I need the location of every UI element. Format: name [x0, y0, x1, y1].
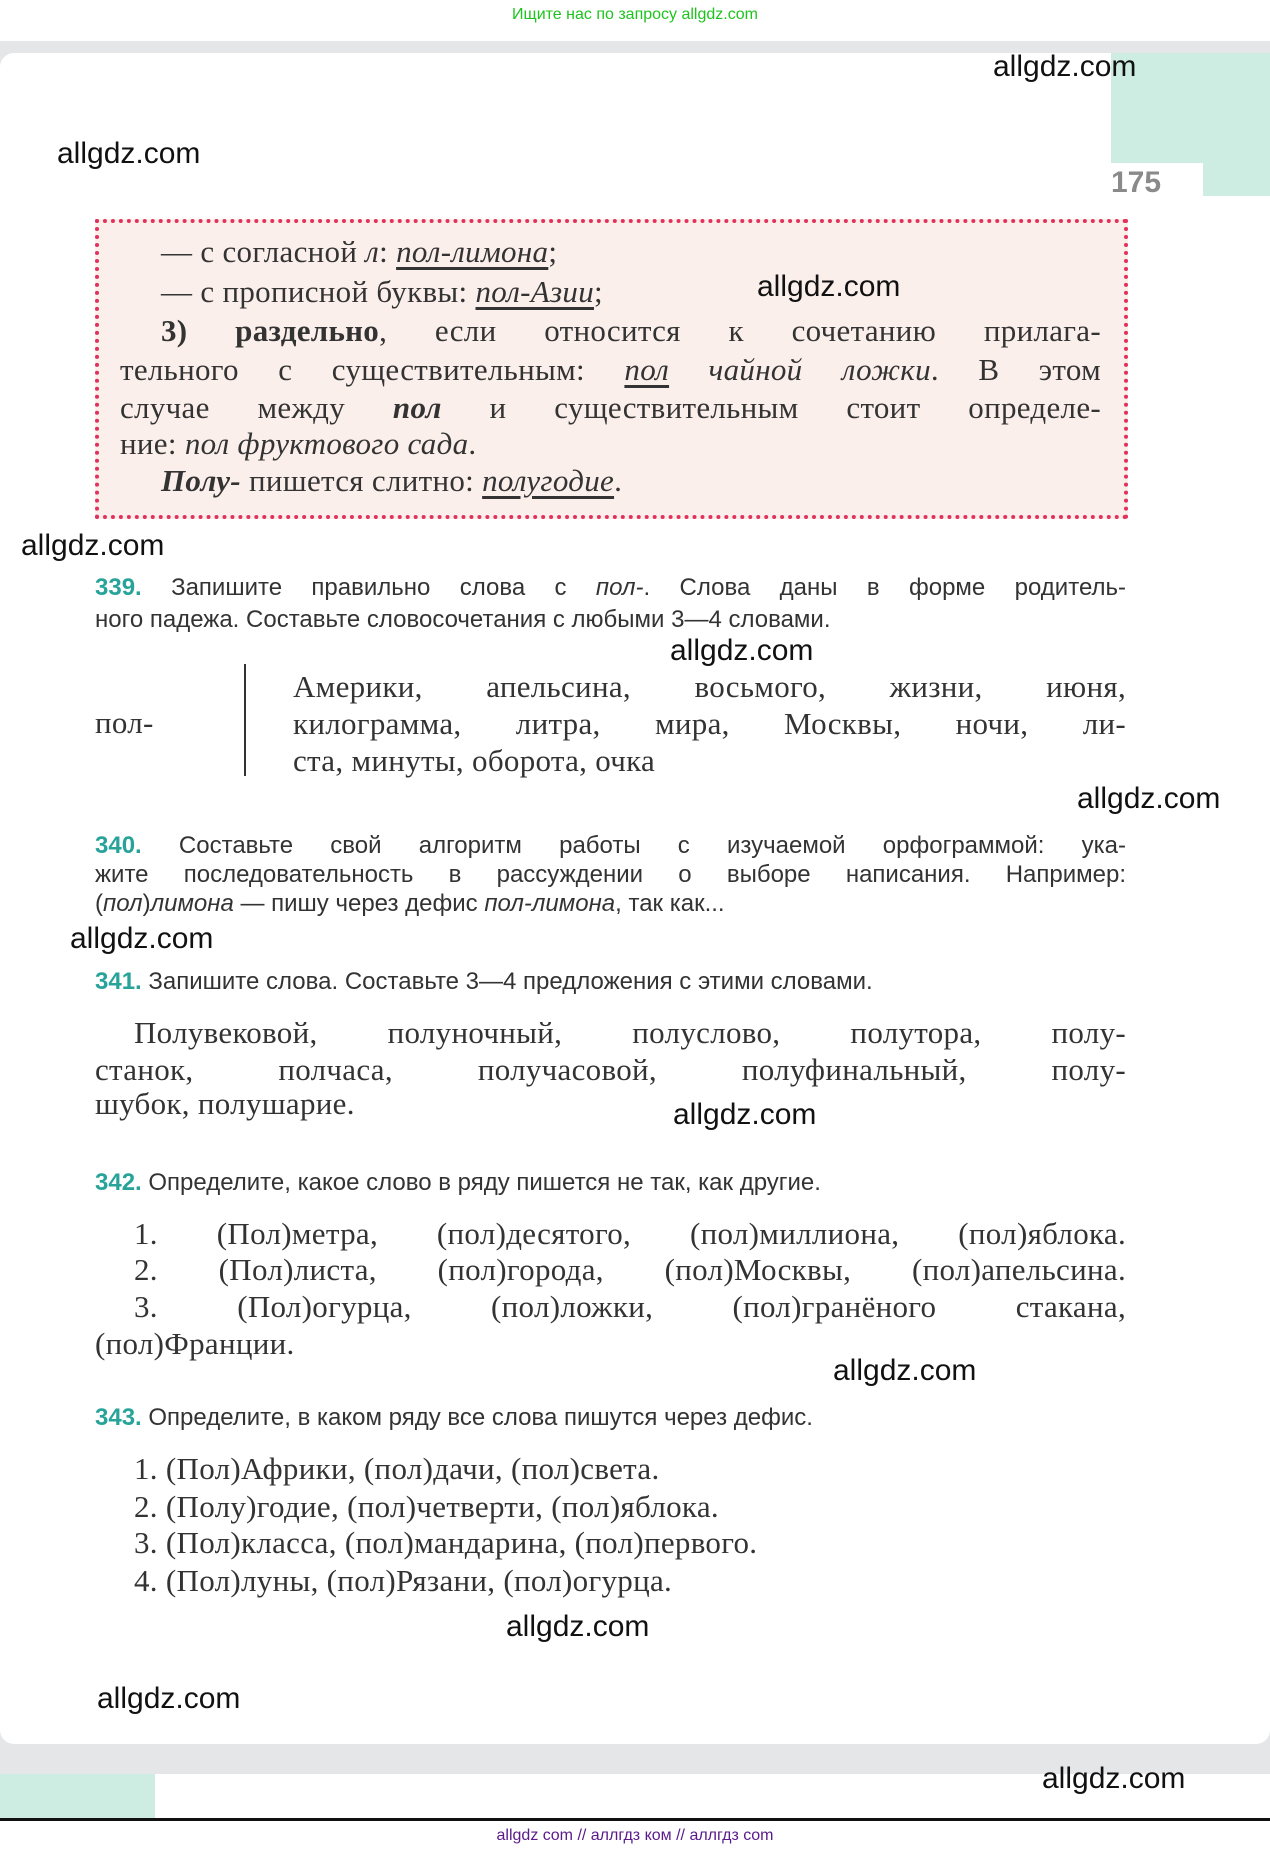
- rule-line: [161, 312, 1101, 350]
- rule-line: [120, 425, 476, 463]
- text-segment: пол-: [595, 574, 644, 601]
- text-segment: 2. (Пол)листа, (пол)города, (пол)Москвы, (пол)апельсина.: [134, 1252, 1126, 1287]
- exercise-341-task: [95, 966, 873, 998]
- text-segment: пол фруктового сада: [184, 426, 469, 461]
- text-segment: — пишу через дефис: [233, 890, 485, 917]
- text-segment: л: [365, 234, 380, 269]
- text-segment: пол-Азии: [475, 274, 594, 309]
- list-item: [134, 1288, 1126, 1326]
- list-item: [134, 1251, 1126, 1289]
- text-segment: . В этом: [930, 352, 1101, 387]
- text-segment: 2. (Полу)годие, (пол)четверти, (пол)яблока.: [134, 1489, 719, 1524]
- watermark: allgdz.com: [757, 270, 901, 303]
- rule-line: [120, 351, 1101, 389]
- text-segment: . Слова даны в форме родитель-: [643, 574, 1126, 601]
- text-segment: пишется слитно:: [240, 463, 483, 498]
- text-segment: ;: [548, 234, 558, 269]
- text-segment: 3. (Пол)класса, (пол)мандарина, (пол)первого.: [134, 1525, 758, 1560]
- list-item: [134, 1450, 660, 1488]
- word-line: [95, 1051, 1126, 1089]
- text-segment: ние:: [120, 426, 185, 461]
- text-segment: .: [614, 463, 623, 498]
- text-segment: ного падежа. Составьте словосочетания с любыми 3—4 словами.: [95, 606, 831, 633]
- page-number: 175: [1111, 166, 1162, 199]
- list-item: [134, 1488, 719, 1526]
- list-item: [134, 1562, 672, 1600]
- watermark: allgdz.com: [833, 1354, 977, 1387]
- watermark: allgdz.com: [97, 1682, 241, 1715]
- text-segment: Полувековой, полуночный, полуслово, полутора, полу-: [134, 1015, 1126, 1050]
- text-segment: — с прописной буквы:: [161, 274, 476, 309]
- list-item: [134, 1524, 757, 1562]
- word-line: [293, 668, 1126, 706]
- text-segment: пол: [103, 890, 143, 917]
- list-item: [95, 1325, 295, 1363]
- text-segment: килограмма, литра, мира, Москвы, ночи, ли-: [293, 706, 1126, 741]
- text-segment: пол-лимона: [396, 234, 549, 269]
- text-segment: , если относится к сочетанию прилага-: [379, 313, 1101, 348]
- word-line: [293, 742, 655, 780]
- watermark: allgdz.com: [1077, 782, 1221, 815]
- watermark: allgdz.com: [993, 50, 1137, 83]
- rule-line: [161, 233, 557, 271]
- text-segment: чайной ложки: [669, 352, 931, 387]
- text-segment: 1. (Пол)метра, (пол)десятого, (пол)миллиона, (пол)яблока.: [134, 1216, 1126, 1251]
- word-line: [95, 1085, 355, 1123]
- word-line: [134, 1014, 1126, 1052]
- text-segment: (пол)Франции.: [95, 1326, 295, 1361]
- text-segment: пол: [624, 352, 670, 387]
- exercise-number: 340.: [95, 832, 142, 859]
- exercise-343-task: [95, 1402, 813, 1434]
- watermark: allgdz.com: [70, 922, 214, 955]
- text-segment: жите последовательность в рассуждении о выборе написания. Например:: [95, 861, 1126, 888]
- bracket-divider: [244, 664, 246, 776]
- exercise-342-task: [95, 1167, 821, 1199]
- text-segment: Определите, в каком ряду все слова пишутся через дефис.: [141, 1404, 813, 1431]
- prefix-label: пол-: [95, 705, 154, 740]
- exercise-number: 339.: [95, 574, 142, 601]
- rule-line: [161, 462, 622, 500]
- text-segment: пол: [392, 390, 442, 425]
- footer-links: allgdz com // аллгдз ком // аллгдз com: [496, 1827, 774, 1844]
- exercise-339-task: [95, 604, 831, 636]
- watermark: allgdz.com: [21, 529, 165, 562]
- rule-line: [161, 273, 603, 311]
- exercise-339-task: [95, 572, 1126, 604]
- text-segment: случае между: [120, 390, 393, 425]
- watermark: allgdz.com: [673, 1098, 817, 1131]
- text-segment: ): [142, 890, 151, 917]
- exercise-340-task: [95, 859, 1126, 891]
- text-segment: Запишите слова. Составьте 3—4 предложения с этими словами.: [141, 968, 873, 995]
- text-segment: 4. (Пол)луны, (пол)Рязани, (пол)огурца.: [134, 1563, 673, 1598]
- text-segment: полугодие: [482, 463, 615, 498]
- text-segment: 1. (Пол)Африки, (пол)дачи, (пол)света.: [134, 1451, 660, 1486]
- text-segment: шубок, полушарие.: [95, 1086, 355, 1121]
- rule-line: [120, 389, 1101, 427]
- text-segment: 3. (Пол)огурца, (пол)ложки, (пол)гранёного стакана,: [134, 1289, 1126, 1324]
- text-segment: Америки, апельсина, восьмого, жизни, июня,: [293, 669, 1126, 704]
- watermark: allgdz.com: [506, 1610, 650, 1643]
- text-segment: .: [468, 426, 477, 461]
- text-segment: Запишите правильно слова с: [141, 574, 596, 601]
- text-segment: и существительным стоит определе-: [441, 390, 1101, 425]
- divider: [0, 1818, 1270, 1821]
- exercise-number: 341.: [95, 968, 142, 995]
- text-segment: Определите, какое слово в ряду пишется не так, как другие.: [141, 1169, 821, 1196]
- next-page-tab: [0, 1774, 155, 1819]
- text-segment: — с согласной: [161, 234, 366, 269]
- text-segment: ;: [594, 274, 603, 309]
- watermark: allgdz.com: [57, 137, 201, 170]
- page-corner-tab-lower: [1203, 53, 1270, 196]
- text-segment: станок, полчаса, получасовой, полуфинальный, полу-: [95, 1052, 1126, 1087]
- exercise-number: 343.: [95, 1404, 142, 1431]
- text-segment: 3) раздельно: [161, 313, 380, 348]
- text-segment: :: [379, 234, 397, 269]
- list-item: [134, 1215, 1126, 1253]
- text-segment: пол-лимона: [484, 890, 616, 917]
- text-segment: , так как...: [615, 890, 725, 917]
- text-segment: тельного с существительным:: [120, 352, 625, 387]
- exercise-340-task: [95, 888, 725, 920]
- text-segment: ста, минуты, оборота, очка: [293, 743, 656, 778]
- text-segment: лимона: [150, 890, 234, 917]
- search-hint: Ищите нас по запросу allgdz.com: [512, 6, 758, 23]
- exercise-number: 342.: [95, 1169, 142, 1196]
- exercise-340-task: [95, 830, 1126, 862]
- text-segment: Составьте свой алгоритм работы с изучаемой орфограммой: ука-: [141, 832, 1126, 859]
- watermark: allgdz.com: [670, 634, 814, 667]
- text-segment: (: [95, 890, 103, 917]
- watermark: allgdz.com: [1042, 1762, 1186, 1795]
- text-segment: Полу-: [161, 463, 241, 498]
- word-line: [293, 705, 1126, 743]
